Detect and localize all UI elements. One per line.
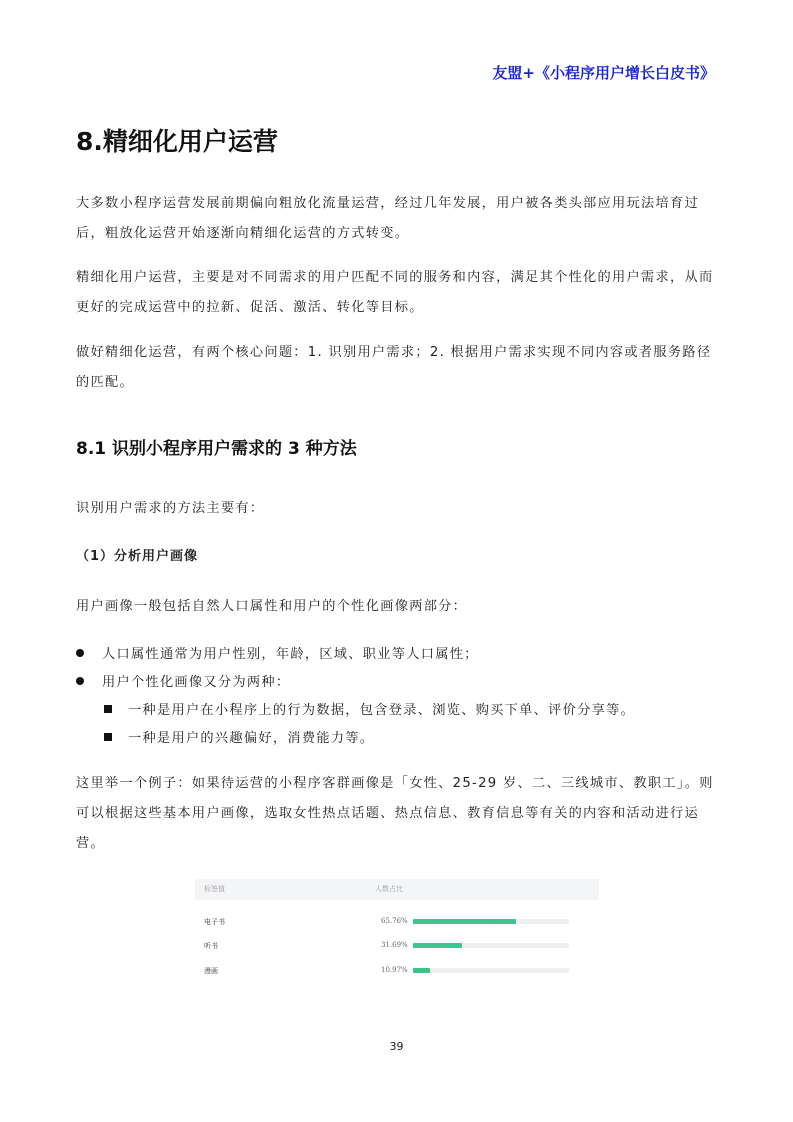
table-row [195,940,599,954]
subheading: （1）分析用户画像 [76,549,199,564]
paragraph-3: 做好精细化运营，有两个核心问题：1. 识别用户需求；2. 根据用户需求实现不同内容或者服务路径的匹配。 [76,345,712,390]
progress-fill [413,919,516,924]
bullet-dot-icon [76,677,84,685]
sub-bullet-item [104,729,374,749]
bullet-item [76,673,290,693]
sub-bullet-item [104,701,635,721]
square-bullet-icon [104,733,112,741]
column-header-label: 标签值 [204,885,225,893]
row-percent: 10.97% [381,966,408,974]
progress-track [413,919,569,924]
table-row [195,916,599,930]
section-title: 8.1 识别小程序用户需求的 3 种方法 [76,439,357,459]
column-header-ratio: 人数占比 [375,885,403,893]
user-portrait-table [195,879,599,989]
row-label: 电子书 [204,918,225,926]
example-paragraph: 这里举一个例子：如果待运营的小程序客群画像是「女性、25-29 岁、二、三线城市、教职工」。则可以根据这些基本用户画像，选取女性热点话题、热点信息、教育信息等有关的内容和活动进行运营。 [76,776,714,851]
progress-track [413,968,569,973]
progress-track [413,943,569,948]
sub-bullet-text: 一种是用户的兴趣偏好，消费能力等。 [128,731,375,746]
page-number: 39 [389,1040,404,1053]
table-header [195,879,599,900]
row-percent: 31.69% [381,941,408,949]
paragraph-1: 大多数小程序运营发展前期偏向粗放化流量运营，经过几年发展，用户被各类头部应用玩法培育过后，粗放化运营开始逐渐向精细化运营的方式转变。 [76,196,699,241]
table-row [195,965,599,979]
methods-intro: 识别用户需求的方法主要有： [76,501,265,516]
header-title: 友盟+《小程序用户增长白皮书》 [492,64,715,82]
bullet-dot-icon [76,649,84,657]
chapter-title: 8.精细化用户运营 [76,127,278,156]
bullet-item [76,645,479,665]
progress-fill [413,968,430,973]
row-label: 漫画 [204,967,218,975]
row-label: 听书 [204,942,218,950]
row-percent: 65.76% [381,917,408,925]
sub-bullet-text: 一种是用户在小程序上的行为数据，包含登录、浏览、购买下单、评价分享等。 [128,703,636,718]
portrait-intro: 用户画像一般包括自然人口属性和用户的个性化画像两部分： [76,599,468,614]
square-bullet-icon [104,705,112,713]
paragraph-2: 精细化用户运营，主要是对不同需求的用户匹配不同的服务和内容，满足其个性化的用户需求，从而更好的完成运营中的拉新、促活、激活、转化等目标。 [76,270,714,315]
progress-fill [413,943,462,948]
bullet-text: 人口属性通常为用户性别，年龄，区域、职业等人口属性； [102,647,479,662]
bullet-text: 用户个性化画像又分为两种： [102,675,291,690]
